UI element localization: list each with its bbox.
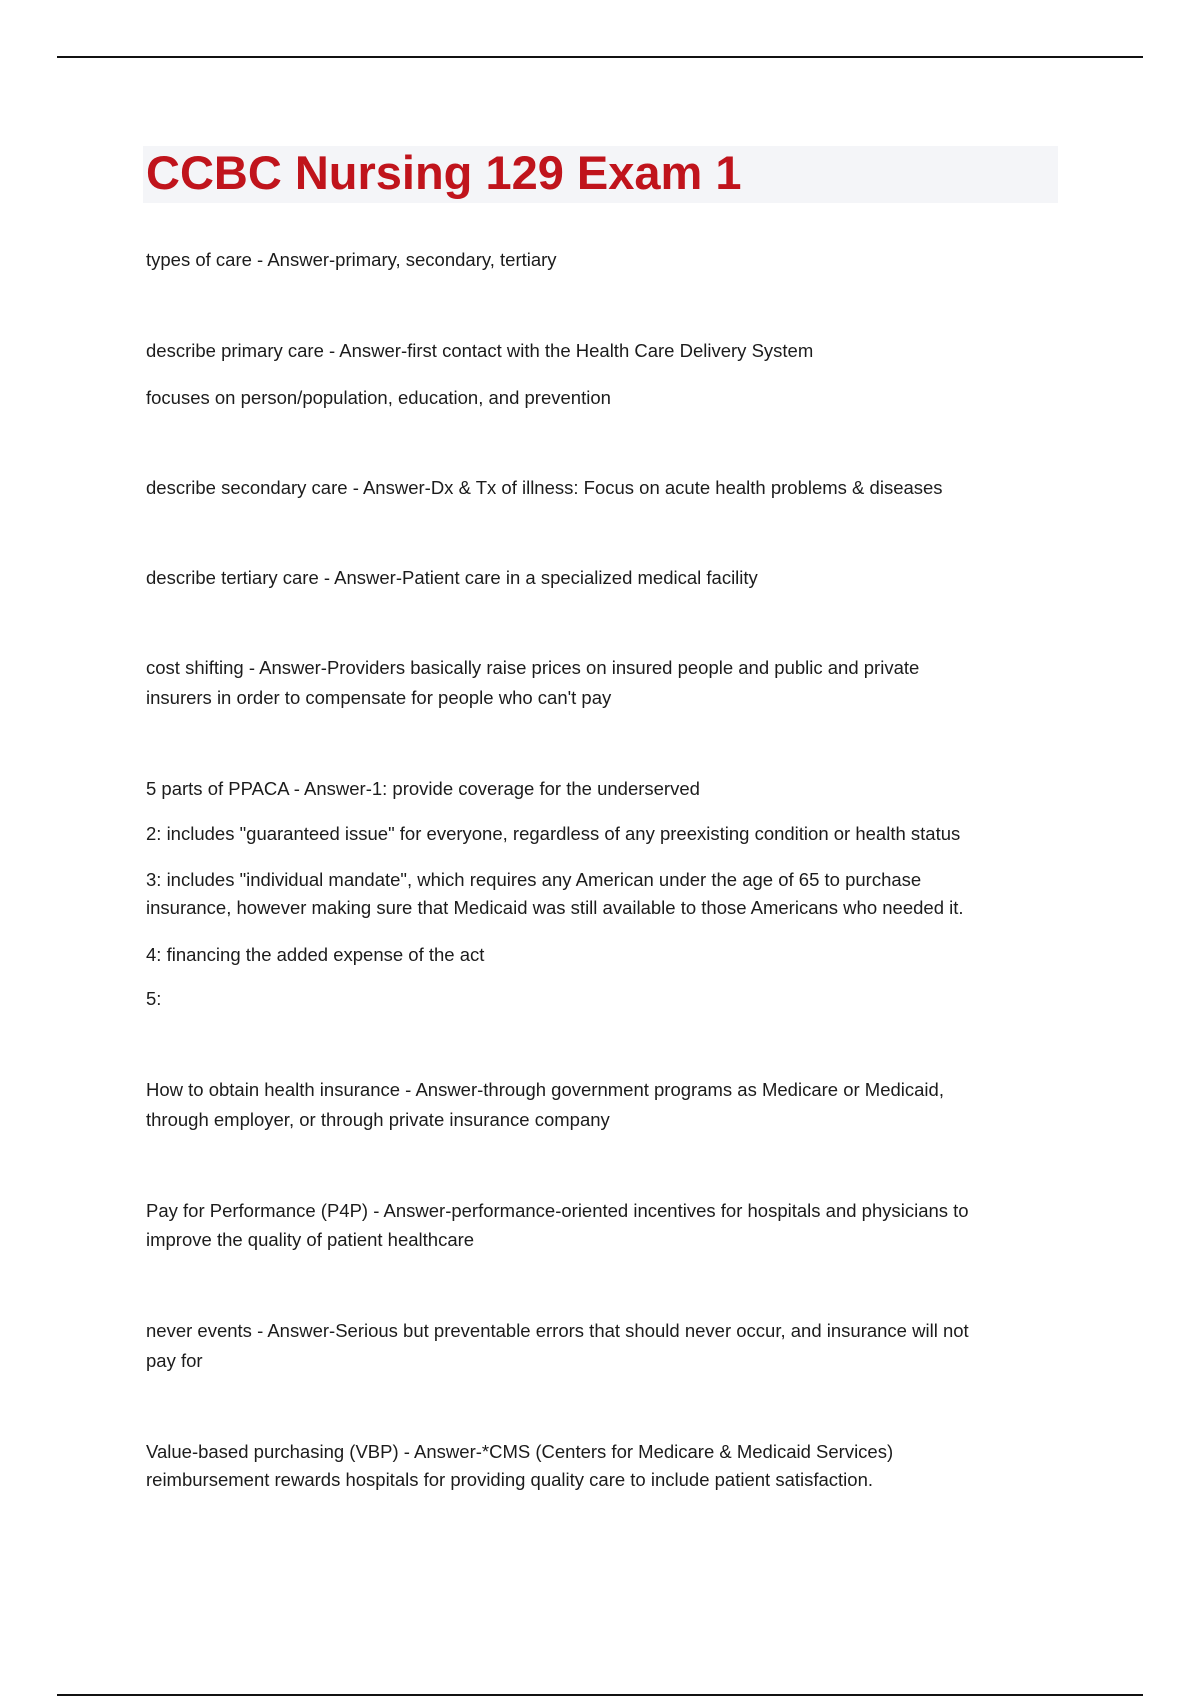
text-line: 5 parts of PPACA - Answer-1: provide coverage for the underserved	[146, 778, 700, 799]
text-line: types of care - Answer-primary, secondary, tertiary	[146, 249, 557, 270]
text-line: focuses on person/population, education, and prevention	[146, 387, 611, 408]
text-line: 5:	[146, 988, 162, 1009]
text-line: 3: includes "individual mandate", which requires any American under the age of 65 to purchase	[146, 869, 922, 890]
text-line: improve the quality of patient healthcare	[146, 1229, 475, 1250]
text-line: How to obtain health insurance - Answer-through government programs as Medicare or Medicaid,	[146, 1079, 944, 1100]
text-line: reimbursement rewards hospitals for providing quality care to include patient satisfaction.	[146, 1469, 874, 1490]
text-line: insurers in order to compensate for people who can't pay	[146, 687, 612, 708]
text-line: cost shifting - Answer-Providers basically raise prices on insured people and public and private	[146, 657, 920, 678]
text-line: never events - Answer-Serious but preventable errors that should never occur, and insurance will not	[146, 1320, 969, 1341]
text-line: describe secondary care - Answer-Dx & Tx of illness: Focus on acute health problems & diseases	[146, 477, 943, 498]
text-line: Value-based purchasing (VBP) - Answer-*CMS (Centers for Medicare & Medicaid Services)	[146, 1441, 894, 1462]
text-line: pay for	[146, 1350, 203, 1371]
text-line: Pay for Performance (P4P) - Answer-performance-oriented incentives for hospitals and physicians to	[146, 1200, 969, 1221]
text-line: insurance, however making sure that Medicaid was still available to those Americans who needed it.	[146, 897, 964, 918]
text-line: 4: financing the added expense of the act	[146, 944, 485, 965]
text-line: through employer, or through private insurance company	[146, 1109, 610, 1130]
text-line: describe primary care - Answer-first contact with the Health Care Delivery System	[146, 340, 814, 361]
bottom-divider	[57, 1694, 1143, 1696]
page-title: CCBC Nursing 129 Exam 1	[146, 146, 742, 199]
top-divider	[57, 56, 1143, 58]
text-line: describe tertiary care - Answer-Patient care in a specialized medical facility	[146, 567, 758, 588]
text-line: 2: includes "guaranteed issue" for everyone, regardless of any preexisting condition or health status	[146, 823, 961, 844]
